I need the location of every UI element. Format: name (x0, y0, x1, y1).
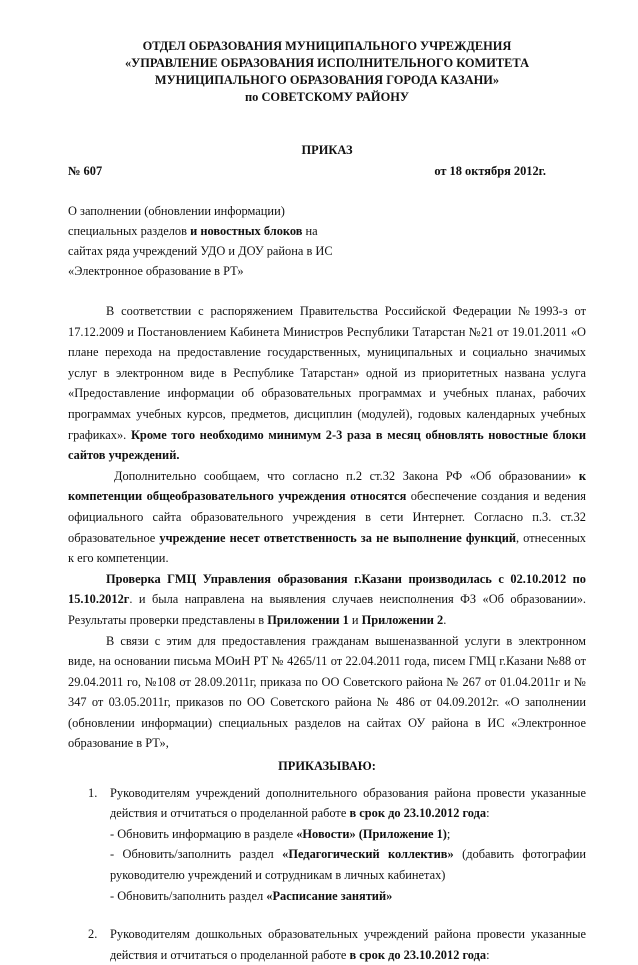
order-subject (68, 201, 586, 281)
item-number: 2. (88, 927, 98, 942)
paragraph-bold: учреждение несет ответственность за не выполнение функций (159, 530, 516, 545)
order-title: ПРИКАЗ (301, 143, 353, 157)
sub-item-text: - Обновить информацию в разделе (110, 826, 297, 841)
paragraph-bold: Кроме того необходимо минимум 2-3 раза в месяц обновлять новостные блоки сайтов учреждений. (68, 427, 587, 463)
sub-item-text: - Обновить/заполнить раздел (110, 888, 267, 903)
subject-text: на (302, 224, 318, 238)
order-items (68, 783, 586, 965)
sub-item-text: ; (446, 826, 451, 841)
paragraph-bold: Приложении 1 (267, 612, 349, 627)
list-item (88, 783, 586, 907)
paragraph-bold: Проверка ГМЦ Управления образования г.Казани производилась с 02.10.2012 по 15.10.2012г (68, 571, 586, 607)
sub-item (110, 844, 586, 885)
document-body (68, 301, 586, 965)
item-text: : (486, 947, 490, 962)
paragraph-text: . и была направлена на выявления случаев неисполнения ФЗ «Об образовании». Результаты проверки представлены в (68, 592, 586, 627)
list-gap (88, 906, 586, 924)
sub-item-text: - Обновить/заполнить раздел (110, 847, 283, 862)
subject-line-1: О заполнении (обновлении информации) (68, 204, 285, 218)
order-number: № 607 (68, 164, 103, 178)
item-number: 1. (88, 785, 98, 800)
paragraph-text: , отнесенных к его компетенции. (68, 530, 587, 566)
document-header (68, 38, 586, 106)
subject-line-3: сайтах ряда учреждений УДО и ДОУ района в ИС (68, 244, 333, 258)
sub-item (110, 886, 586, 907)
paragraph-1 (68, 301, 586, 466)
order-heading: ПРИКАЗЫВАЮ: (278, 759, 376, 774)
order-number-line (68, 163, 586, 180)
header-line-1: ОТДЕЛ ОБРАЗОВАНИЯ МУНИЦИПАЛЬНОГО УЧРЕЖДЕНИЯ (142, 39, 512, 53)
paragraph-text: Дополнительно сообщаем, что согласно п.2 ст.32 Закона РФ «Об образовании» (114, 468, 579, 483)
item-text: Руководителям дошкольных образовательных учреждений района провести указанные действия и отчитаться о проделанной работе (110, 927, 586, 962)
item-deadline: в срок до 23.10.2012 года (349, 806, 487, 821)
paragraph-text: В соответствии с распоряжением Правительства Российской Федерации №1993-з от 17.12.2009 и Постановлением Кабинета Министров Республики Татарстан №21 от 19.01.2011 «О плане перехода на предоставление государственных, муниципальных и социально значимых услуг в электронном виде в Республике Татарстан» одной из приоритетных названа услуга «Предоставление информации об образовательных программах и учебных планах, рабочих программах учебных курсов, предметов, дисциплин (модулей), годовых календарных учебных графиках». (68, 304, 586, 442)
list-item (88, 924, 586, 965)
paragraph-2 (68, 466, 586, 569)
sub-item (110, 824, 586, 845)
item-text: : (486, 806, 490, 821)
paragraph-text: обеспечение создания и ведения официального сайта образовательного учреждения в сети Интернет. Согласно п.3. ст.32 образовательное (68, 489, 586, 545)
header-line-3: МУНИЦИПАЛЬНОГО ОБРАЗОВАНИЯ ГОРОДА КАЗАНИ» (154, 73, 500, 87)
paragraph-3 (68, 569, 586, 631)
subject-text: специальных разделов (68, 224, 191, 238)
subject-line-4: «Электронное образование в РТ» (68, 264, 244, 278)
item-deadline: в срок до 23.10.2012 года (349, 947, 487, 962)
order-date: от 18 октября 2012г. (434, 164, 546, 178)
paragraph-bold: к компетенции общеобразовательного учреждения относятся (68, 468, 586, 504)
sub-item-text: (добавить фотографии руководителю учреждений и сотрудникам в личных кабинетах) (110, 847, 587, 883)
subject-bold: и новостных блоков (190, 224, 303, 238)
item-text: Руководителям учреждений дополнительного образования района провести указанные действия и отчитаться о проделанной работе (110, 785, 586, 821)
header-line-4: по СОВЕТСКОМУ РАЙОНУ (245, 90, 409, 104)
subject-line-2 (68, 221, 586, 241)
paragraph-4: В связи с этим для предоставления гражданам вышеназванной услуги в электронном виде, на основании письма МОиН РТ № 4265/11 от 22.04.2011 года, писем ГМЦ г.Казани №88 от 29.04.2011 го, №108 от 28.09.2011г, приказа по ОО Советского района № 267 от 01.04.2011г и № 347 от 03.05.2011г, приказов по ОО Советского района № 486 от 04.09.2012г. «О заполнении (обновлении информации) специальных разделов на сайтах ОУ района в ИС «Электронное образование в РТ», (68, 633, 586, 751)
sub-item-bold: «Расписание занятий» (266, 888, 393, 903)
paragraph-text: и (348, 612, 362, 627)
header-line-2: «УПРАВЛЕНИЕ ОБРАЗОВАНИЯ ИСПОЛНИТЕЛЬНОГО КОМИТЕТА (124, 56, 530, 70)
paragraph-bold: Приложении 2 (361, 612, 444, 627)
paragraph-text: . (443, 612, 447, 627)
sub-item-bold: «Новости» (Приложение 1) (296, 826, 447, 841)
sub-item-bold: «Педагогический коллектив» (282, 847, 454, 862)
